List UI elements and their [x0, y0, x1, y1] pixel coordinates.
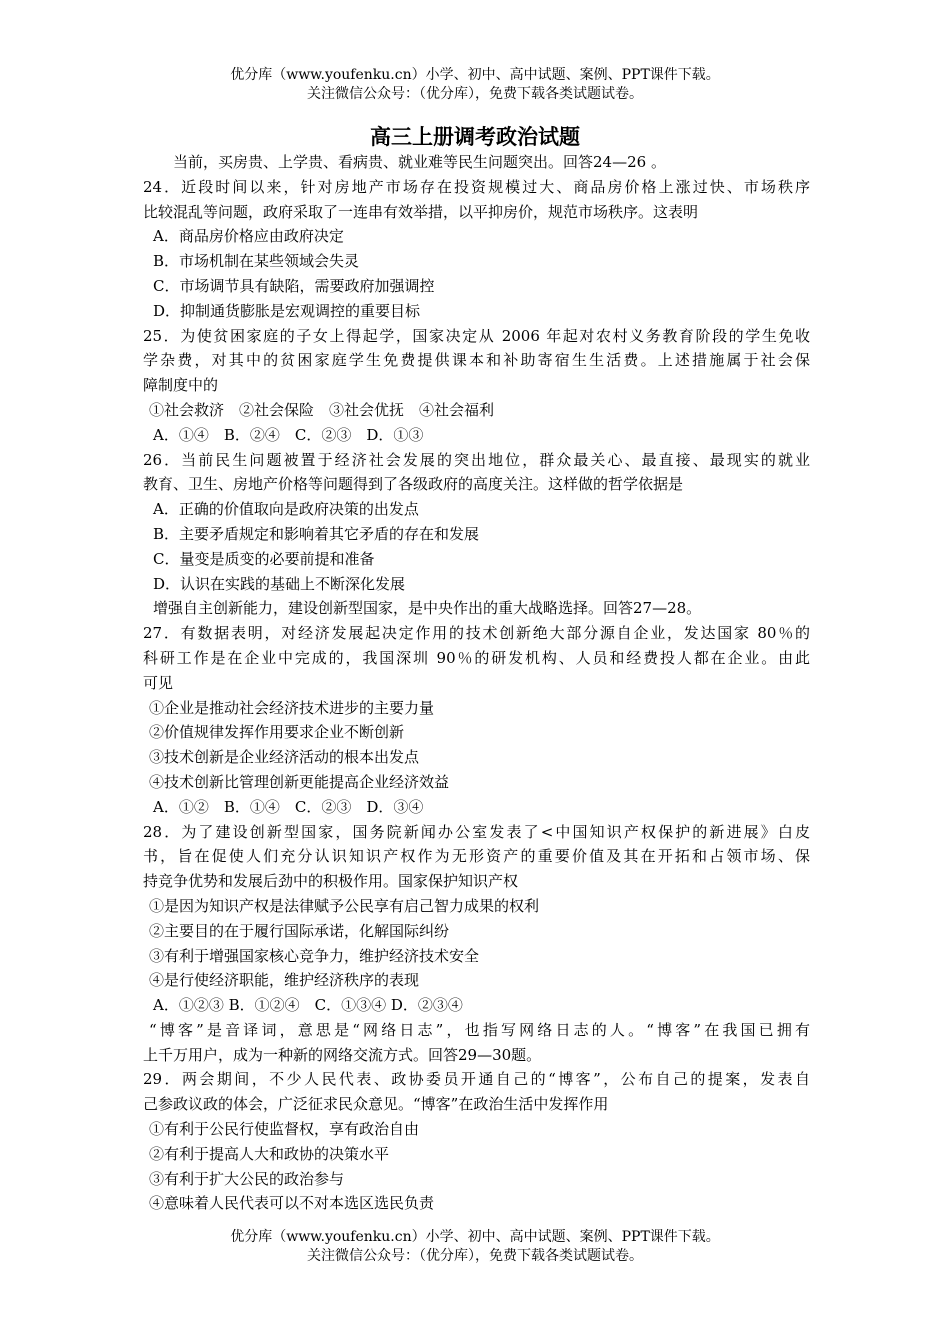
q29-item-1: ①有利于公民行使监督权，享有政治自由 — [149, 1120, 420, 1139]
q25-options: A．①④ B．②④ C．②③ D．①③ — [153, 425, 424, 444]
q27-stem-line-1: 27．有数据表明，对经济发展起决定作用的技术创新绝大部分源自企业，发达国家 80％的 — [143, 624, 810, 643]
q27-stem-line-2: 科研工作是在企业中完成的，我国深圳 90％的研发机构、人员和经费投人都在企业。由此 — [143, 648, 810, 667]
q25-stem-line-1: 25．为使贫困家庭的子女上得起学，国家决定从 2006 年起对农村义务教育阶段的学生免收 — [143, 326, 810, 345]
intro-29-30 — [143, 1018, 810, 1068]
q28-stem-line-1: 28．为了建设创新型国家，国务院新闻办公室发表了<中国知识产权保护的新进展》白皮 — [143, 822, 810, 841]
q27-item-2: ②价值规律发挥作用要求企业不断创新 — [149, 723, 405, 742]
intro-24-26: 当前，买房贵、上学贵、看病贵、就业难等民生问题突出。回答24—26 。 — [173, 153, 666, 171]
q26-option-c: C．量变是质变的必要前提和准备 — [153, 549, 375, 568]
question-24 — [143, 175, 810, 324]
intro-27-28: 增强自主创新能力，建设创新型国家，是中央作出的重大战略选择。回答27—28。 — [153, 599, 702, 618]
q29-item-2: ②有利于提高人大和政协的决策水平 — [149, 1144, 390, 1163]
q24-stem-line-1: 24．近段时间以来，针对房地产市场存在投资规模过大、商品房价格上涨过快、市场秩序 — [143, 177, 810, 196]
q24-stem-line-2: 比较混乱等问题，政府采取了一连串有效举措，以平抑房价，规范市场秩序。这表明 — [143, 202, 699, 221]
q26-stem-line-1: 26．当前民生问题被置于经济社会发展的突出地位，群众最关心、最直接、最现实的就业 — [143, 450, 810, 469]
question-27 — [143, 621, 810, 819]
question-25 — [143, 324, 810, 448]
question-28 — [143, 820, 810, 1018]
q29-item-4: ④意味着人民代表可以不对本选区选民负责 — [149, 1194, 435, 1213]
document-body — [143, 150, 810, 1216]
q28-stem-line-2: 书，旨在促使人们充分认识知识产权作为无形资产的重要价值及其在开拓和占领市场、保 — [143, 847, 810, 866]
q26-stem-line-2: 教育、卫生、房地产价格等问题得到了各级政府的高度关注。这样做的哲学依据是 — [143, 475, 684, 494]
q25-stem-line-3: 障制度中的 — [143, 376, 219, 395]
header-line-1: 优分库（www.youfenku.cn）小学、初中、高中试题、案例、PPT课件下载。 — [230, 67, 720, 83]
question-26 — [143, 448, 810, 597]
q25-stem-line-2: 学杂费，对其中的贫困家庭学生免费提供课本和补助寄宿生生活费。上述措施属于社会保 — [143, 351, 810, 370]
q28-item-1: ①是因为知识产权是法律赋予公民享有启己智力成果的权利 — [149, 896, 540, 915]
q26-option-b: B．主要矛盾规定和影响着其它矛盾的存在和发展 — [153, 524, 480, 543]
q26-option-d: D．认识在实践的基础上不断深化发展 — [153, 574, 406, 593]
footer-line-2: 关注微信公众号：（优分库），免费下载各类试题试卷。 — [307, 1248, 643, 1264]
q28-item-4: ④是行使经济职能，维护经济秩序的表现 — [149, 971, 420, 990]
q28-item-3: ③有利于增强国家核心竞争力，维护经济技术安全 — [149, 946, 480, 965]
q25-items: ①社会救济 ②社会保险 ③社会优抚 ④社会福利 — [149, 400, 495, 419]
page-header — [0, 66, 950, 104]
q29-stem-line-1: 29．两会期间，不少人民代表、政协委员开通自己的“博客”，公布自己的提案，发表自 — [143, 1070, 810, 1089]
question-29 — [143, 1067, 810, 1216]
q27-options: A．①② B．①④ C．②③ D．③④ — [153, 797, 424, 816]
document-title: 高三上册调考政治试题 — [370, 124, 580, 149]
footer-line-1: 优分库（www.youfenku.cn）小学、初中、高中试题、案例、PPT课件下载。 — [230, 1229, 720, 1245]
q27-item-4: ④技术创新比管理创新更能提高企业经济效益 — [149, 772, 450, 791]
q26-option-a: A．正确的价值取向是政府决策的出发点 — [153, 500, 419, 519]
q27-stem-line-3: 可见 — [143, 673, 174, 692]
q27-item-3: ③技术创新是企业经济活动的根本出发点 — [149, 748, 420, 767]
q27-item-1: ①企业是推动社会经济技术进步的主要力量 — [149, 698, 435, 717]
page-footer — [0, 1228, 950, 1266]
q29-stem-line-2: 己参政议政的体会，广泛征求民众意见。“博客”在政治生活中发挥作用 — [143, 1095, 609, 1114]
q24-option-c: C．市场调节具有缺陷，需要政府加强调控 — [153, 276, 435, 295]
q24-option-b: B．市场机制在某些领域会失灵 — [153, 252, 360, 271]
intro-29-30-line-1: “博客”是音译词，意思是“网络日志”，也指写网络日志的人。“博客”在我国已拥有 — [149, 1020, 810, 1039]
q24-option-a: A．商品房价格应由政府决定 — [153, 227, 344, 246]
q28-item-2: ②主要目的在于履行国际承诺，化解国际纠纷 — [149, 921, 450, 940]
q28-stem-line-3: 持竞争优势和发展后劲中的积极作用。国家保护知识产权 — [143, 872, 519, 891]
q28-options: A．①②③ B．①②④ C．①③④ D．②③④ — [153, 996, 463, 1015]
q24-option-d: D．抑制通货膨胀是宏观调控的重要目标 — [153, 301, 421, 320]
q29-item-3: ③有利于扩大公民的政治参与 — [149, 1169, 345, 1188]
intro-29-30-line-2: 上千万用户，成为一种新的网络交流方式。回答29—30题。 — [143, 1045, 542, 1064]
header-line-2: 关注微信公众号：（优分库），免费下载各类试题试卷。 — [307, 86, 643, 102]
